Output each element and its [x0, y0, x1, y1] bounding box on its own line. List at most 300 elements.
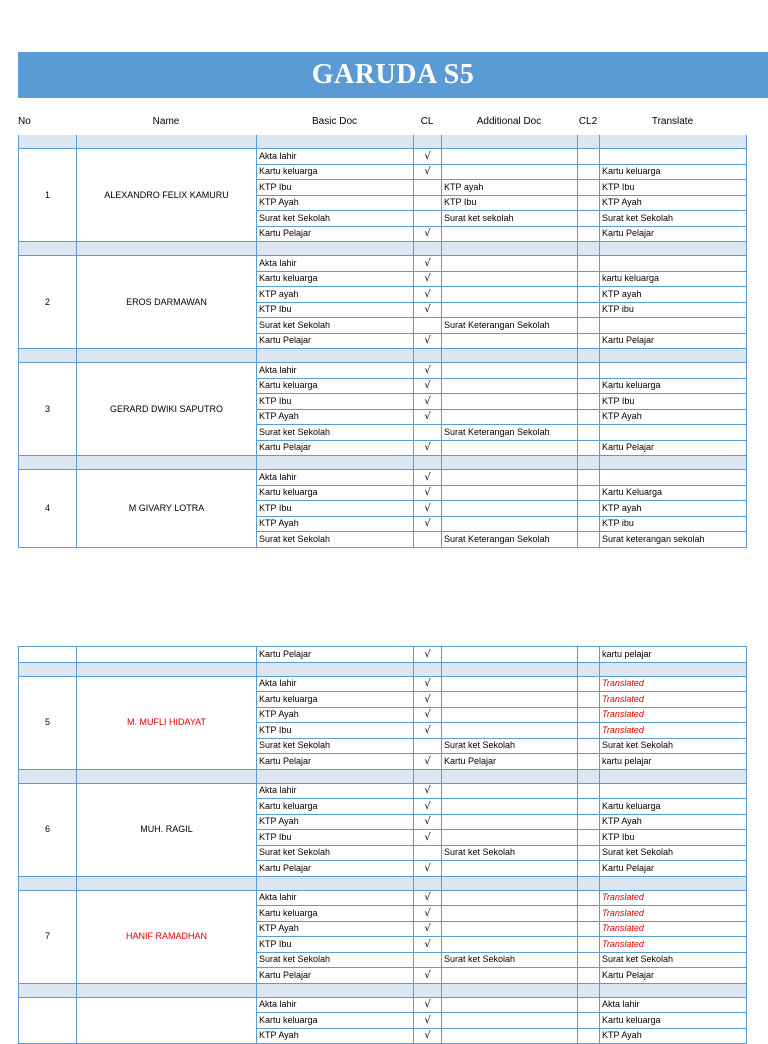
separator-row: [19, 662, 768, 676]
cl2-check-cell: [578, 195, 600, 211]
separator-cell: [578, 242, 600, 256]
translate-cell: Akta lahir: [600, 997, 747, 1013]
number-cell: [19, 647, 77, 663]
separator-cell: [257, 456, 414, 470]
cl-check-cell: √: [414, 485, 442, 501]
cl2-check-cell: [578, 226, 600, 242]
cl-check-cell: √: [414, 647, 442, 663]
separator-cell: [747, 769, 768, 783]
table-row: [19, 256, 768, 272]
separator-cell: [747, 983, 768, 997]
basic-doc-cell: Kartu keluarga: [257, 485, 414, 501]
translate-cell: Surat ket Sekolah: [600, 845, 747, 861]
additional-doc-cell: Surat ket Sekolah: [442, 738, 578, 754]
cl2-check-cell: [578, 501, 600, 517]
separator-cell: [77, 769, 257, 783]
basic-doc-cell: KTP Ibu: [257, 937, 414, 953]
student-number: 6: [19, 783, 77, 876]
cl2-check-cell: [578, 440, 600, 456]
separator-cell: [414, 876, 442, 890]
cl-check-cell: √: [414, 394, 442, 410]
cl-check-cell: √: [414, 440, 442, 456]
spacer-cell: [747, 845, 768, 861]
separator-row: [19, 876, 768, 890]
additional-doc-cell: [442, 363, 578, 379]
separator-cell: [600, 456, 747, 470]
additional-doc-cell: [442, 692, 578, 708]
name-cell: [77, 647, 257, 663]
cl2-check-cell: [578, 968, 600, 984]
additional-doc-cell: [442, 149, 578, 165]
separator-cell: [257, 769, 414, 783]
spacer-cell: [747, 501, 768, 517]
student-number: 1: [19, 149, 77, 242]
basic-doc-cell: KTP Ayah: [257, 516, 414, 532]
header-cl: CL: [413, 116, 441, 127]
additional-doc-cell: [442, 485, 578, 501]
translate-cell: Translated: [600, 937, 747, 953]
spacer-cell: [747, 921, 768, 937]
separator-cell: [414, 135, 442, 149]
translate-cell: KTP Ayah: [600, 814, 747, 830]
translate-cell: [600, 470, 747, 486]
separator-cell: [414, 456, 442, 470]
translate-cell: Kartu Keluarga: [600, 485, 747, 501]
spacer-cell: [747, 378, 768, 394]
document-table-page-2: [18, 646, 768, 1044]
translate-cell: Kartu Pelajar: [600, 440, 747, 456]
cl-check-cell: √: [414, 164, 442, 180]
translate-cell: KTP ayah: [600, 287, 747, 303]
spacer-cell: [747, 906, 768, 922]
spacer-cell: [747, 485, 768, 501]
translate-cell: Kartu Pelajar: [600, 861, 747, 877]
cl-check-cell: √: [414, 302, 442, 318]
translate-cell: KTP ibu: [600, 302, 747, 318]
header-basic-doc: Basic Doc: [256, 116, 413, 127]
student-number: 7: [19, 890, 77, 983]
basic-doc-cell: Surat ket Sekolah: [257, 425, 414, 441]
separator-cell: [442, 242, 578, 256]
cl-check-cell: √: [414, 814, 442, 830]
basic-doc-cell: KTP Ibu: [257, 180, 414, 196]
translate-cell: [600, 256, 747, 272]
additional-doc-cell: KTP Ibu: [442, 195, 578, 211]
cl2-check-cell: [578, 707, 600, 723]
translate-cell: Surat keterangan sekolah: [600, 532, 747, 548]
cl2-check-cell: [578, 799, 600, 815]
translate-cell: Translated: [600, 890, 747, 906]
spacer-cell: [747, 425, 768, 441]
table-row: [19, 647, 768, 663]
table-row: [19, 997, 768, 1013]
cl2-check-cell: [578, 890, 600, 906]
cl-check-cell: √: [414, 271, 442, 287]
additional-doc-cell: [442, 302, 578, 318]
additional-doc-cell: Kartu Pelajar: [442, 754, 578, 770]
cl2-check-cell: [578, 921, 600, 937]
cl2-check-cell: [578, 164, 600, 180]
header-no: No: [18, 116, 31, 127]
basic-doc-cell: Kartu Pelajar: [257, 333, 414, 349]
separator-cell: [747, 662, 768, 676]
cl-check-cell: [414, 845, 442, 861]
cl2-check-cell: [578, 318, 600, 334]
separator-cell: [19, 769, 77, 783]
additional-doc-cell: [442, 164, 578, 180]
additional-doc-cell: [442, 378, 578, 394]
additional-doc-cell: [442, 647, 578, 663]
translate-cell: Surat ket Sekolah: [600, 952, 747, 968]
spacer-cell: [747, 226, 768, 242]
cl-check-cell: √: [414, 692, 442, 708]
cl2-check-cell: [578, 647, 600, 663]
additional-doc-cell: [442, 394, 578, 410]
additional-doc-cell: Surat Keterangan Sekolah: [442, 425, 578, 441]
translate-cell: KTP Ibu: [600, 830, 747, 846]
student-name: M GIVARY LOTRA: [77, 470, 257, 548]
additional-doc-cell: [442, 226, 578, 242]
additional-doc-cell: [442, 783, 578, 799]
separator-cell: [442, 983, 578, 997]
basic-doc-cell: Surat ket Sekolah: [257, 845, 414, 861]
cl-check-cell: √: [414, 754, 442, 770]
separator-row: [19, 242, 768, 256]
header-cl2: CL2: [577, 116, 599, 127]
basic-doc-cell: Kartu keluarga: [257, 271, 414, 287]
separator-cell: [578, 769, 600, 783]
cl-check-cell: √: [414, 997, 442, 1013]
spacer-cell: [747, 256, 768, 272]
spacer-cell: [747, 180, 768, 196]
cl-check-cell: √: [414, 501, 442, 517]
spacer-cell: [747, 952, 768, 968]
additional-doc-cell: [442, 890, 578, 906]
translate-cell: KTP ayah: [600, 501, 747, 517]
basic-doc-cell: Kartu Pelajar: [257, 226, 414, 242]
cl2-check-cell: [578, 1013, 600, 1029]
basic-doc-cell: KTP Ayah: [257, 707, 414, 723]
cl-check-cell: √: [414, 470, 442, 486]
cl2-check-cell: [578, 180, 600, 196]
translate-cell: KTP Ibu: [600, 394, 747, 410]
additional-doc-cell: [442, 906, 578, 922]
separator-cell: [257, 242, 414, 256]
translate-cell: KTP Ayah: [600, 1028, 747, 1044]
cl2-check-cell: [578, 302, 600, 318]
table-row: [19, 890, 768, 906]
basic-doc-cell: Kartu Pelajar: [257, 968, 414, 984]
separator-cell: [600, 135, 747, 149]
translate-cell: Translated: [600, 906, 747, 922]
cl-check-cell: √: [414, 226, 442, 242]
spacer-cell: [747, 440, 768, 456]
cl2-check-cell: [578, 485, 600, 501]
basic-doc-cell: Kartu keluarga: [257, 692, 414, 708]
separator-cell: [19, 662, 77, 676]
basic-doc-cell: Kartu keluarga: [257, 164, 414, 180]
basic-doc-cell: Kartu Pelajar: [257, 754, 414, 770]
student-number: 5: [19, 676, 77, 769]
additional-doc-cell: [442, 799, 578, 815]
additional-doc-cell: Surat Keterangan Sekolah: [442, 532, 578, 548]
separator-cell: [600, 349, 747, 363]
basic-doc-cell: Akta lahir: [257, 997, 414, 1013]
separator-cell: [77, 349, 257, 363]
basic-doc-cell: KTP Ibu: [257, 501, 414, 517]
separator-cell: [77, 135, 257, 149]
cl-check-cell: √: [414, 287, 442, 303]
separator-cell: [578, 983, 600, 997]
separator-cell: [414, 349, 442, 363]
separator-cell: [578, 662, 600, 676]
spacer-cell: [747, 302, 768, 318]
student-number: 2: [19, 256, 77, 349]
student-name: [77, 997, 257, 1044]
basic-doc-cell: Akta lahir: [257, 890, 414, 906]
table-row: [19, 783, 768, 799]
translate-cell: Translated: [600, 692, 747, 708]
student-number: 4: [19, 470, 77, 548]
table-row: [19, 363, 768, 379]
cl-check-cell: [414, 425, 442, 441]
separator-cell: [442, 769, 578, 783]
basic-doc-cell: Kartu Pelajar: [257, 647, 414, 663]
separator-cell: [19, 456, 77, 470]
basic-doc-cell: Akta lahir: [257, 470, 414, 486]
separator-cell: [19, 349, 77, 363]
spacer-cell: [747, 830, 768, 846]
translate-cell: KTP Ayah: [600, 409, 747, 425]
separator-cell: [600, 769, 747, 783]
additional-doc-cell: [442, 921, 578, 937]
translate-cell: Kartu keluarga: [600, 799, 747, 815]
cl2-check-cell: [578, 754, 600, 770]
spacer-cell: [747, 692, 768, 708]
cl-check-cell: [414, 532, 442, 548]
separator-cell: [257, 135, 414, 149]
basic-doc-cell: Kartu keluarga: [257, 1013, 414, 1029]
additional-doc-cell: [442, 501, 578, 517]
separator-cell: [442, 456, 578, 470]
separator-row: [19, 983, 768, 997]
translate-cell: Translated: [600, 921, 747, 937]
spacer-cell: [747, 363, 768, 379]
separator-row: [19, 769, 768, 783]
basic-doc-cell: Kartu keluarga: [257, 799, 414, 815]
student-name: MUH. RAGIL: [77, 783, 257, 876]
additional-doc-cell: [442, 470, 578, 486]
cl2-check-cell: [578, 692, 600, 708]
separator-cell: [747, 349, 768, 363]
student-name: GERARD DWIKI SAPUTRO: [77, 363, 257, 456]
separator-cell: [442, 876, 578, 890]
spacer-cell: [747, 861, 768, 877]
translate-cell: kartu pelajar: [600, 647, 747, 663]
cl-check-cell: [414, 318, 442, 334]
cl2-check-cell: [578, 830, 600, 846]
header-translate: Translate: [599, 116, 746, 127]
cl2-check-cell: [578, 378, 600, 394]
cl2-check-cell: [578, 470, 600, 486]
cl2-check-cell: [578, 783, 600, 799]
cl-check-cell: √: [414, 937, 442, 953]
basic-doc-cell: Akta lahir: [257, 783, 414, 799]
spacer-cell: [747, 287, 768, 303]
basic-doc-cell: KTP Ayah: [257, 814, 414, 830]
separator-cell: [578, 456, 600, 470]
cl-check-cell: √: [414, 830, 442, 846]
translate-cell: [600, 149, 747, 165]
spacer-cell: [747, 968, 768, 984]
cl2-check-cell: [578, 845, 600, 861]
separator-cell: [77, 242, 257, 256]
cl2-check-cell: [578, 333, 600, 349]
additional-doc-cell: [442, 814, 578, 830]
additional-doc-cell: [442, 440, 578, 456]
spacer-cell: [747, 738, 768, 754]
translate-cell: KTP Ayah: [600, 195, 747, 211]
additional-doc-cell: KTP ayah: [442, 180, 578, 196]
separator-cell: [442, 662, 578, 676]
basic-doc-cell: KTP ayah: [257, 287, 414, 303]
additional-doc-cell: [442, 723, 578, 739]
spacer-cell: [747, 516, 768, 532]
spacer-cell: [747, 799, 768, 815]
additional-doc-cell: [442, 287, 578, 303]
cl-check-cell: √: [414, 516, 442, 532]
additional-doc-cell: [442, 830, 578, 846]
cl2-check-cell: [578, 738, 600, 754]
separator-cell: [414, 242, 442, 256]
translate-cell: Kartu keluarga: [600, 164, 747, 180]
separator-cell: [414, 769, 442, 783]
spacer-cell: [747, 333, 768, 349]
translate-cell: [600, 425, 747, 441]
spacer-cell: [747, 783, 768, 799]
basic-doc-cell: Surat ket Sekolah: [257, 952, 414, 968]
cl2-check-cell: [578, 1028, 600, 1044]
basic-doc-cell: Akta lahir: [257, 676, 414, 692]
separator-cell: [19, 135, 77, 149]
cl2-check-cell: [578, 363, 600, 379]
separator-row: [19, 349, 768, 363]
cl-check-cell: [414, 180, 442, 196]
spacer-cell: [747, 1013, 768, 1029]
cl2-check-cell: [578, 861, 600, 877]
additional-doc-cell: Surat ket Sekolah: [442, 845, 578, 861]
basic-doc-cell: Kartu keluarga: [257, 906, 414, 922]
spacer-cell: [747, 647, 768, 663]
cl2-check-cell: [578, 937, 600, 953]
spacer-cell: [747, 997, 768, 1013]
separator-cell: [414, 983, 442, 997]
basic-doc-cell: KTP Ibu: [257, 723, 414, 739]
additional-doc-cell: [442, 676, 578, 692]
translate-cell: Translated: [600, 707, 747, 723]
basic-doc-cell: Surat ket Sekolah: [257, 211, 414, 227]
translate-cell: [600, 783, 747, 799]
cl-check-cell: [414, 738, 442, 754]
translate-cell: KTP ibu: [600, 516, 747, 532]
separator-cell: [747, 876, 768, 890]
separator-cell: [257, 349, 414, 363]
spacer-cell: [747, 814, 768, 830]
spacer-cell: [747, 532, 768, 548]
separator-cell: [257, 662, 414, 676]
cl-check-cell: √: [414, 906, 442, 922]
separator-cell: [77, 456, 257, 470]
cl-check-cell: √: [414, 723, 442, 739]
additional-doc-cell: [442, 256, 578, 272]
separator-cell: [77, 876, 257, 890]
separator-cell: [747, 135, 768, 149]
cl-check-cell: [414, 195, 442, 211]
cl-check-cell: √: [414, 149, 442, 165]
cl2-check-cell: [578, 409, 600, 425]
spacer-cell: [747, 723, 768, 739]
additional-doc-cell: [442, 516, 578, 532]
separator-cell: [77, 662, 257, 676]
additional-doc-cell: [442, 333, 578, 349]
table-row: [19, 676, 768, 692]
separator-row: [19, 135, 768, 149]
cl2-check-cell: [578, 906, 600, 922]
student-name: ALEXANDRO FELIX KAMURU: [77, 149, 257, 242]
spacer-cell: [747, 1028, 768, 1044]
translate-cell: Surat ket Sekolah: [600, 211, 747, 227]
separator-cell: [578, 876, 600, 890]
cl2-check-cell: [578, 149, 600, 165]
cl-check-cell: √: [414, 256, 442, 272]
additional-doc-cell: [442, 1013, 578, 1029]
student-name: EROS DARMAWAN: [77, 256, 257, 349]
separator-cell: [600, 662, 747, 676]
spacer-cell: [747, 470, 768, 486]
cl-check-cell: √: [414, 861, 442, 877]
basic-doc-cell: KTP Ayah: [257, 1028, 414, 1044]
separator-cell: [442, 349, 578, 363]
basic-doc-cell: Surat ket Sekolah: [257, 318, 414, 334]
student-name: M. MUFLI HIDAYAT: [77, 676, 257, 769]
cl-check-cell: √: [414, 890, 442, 906]
translate-cell: Kartu keluarga: [600, 378, 747, 394]
sheet-title: GARUDA S5: [18, 52, 768, 98]
spacer-cell: [747, 164, 768, 180]
basic-doc-cell: Akta lahir: [257, 149, 414, 165]
cl-check-cell: √: [414, 707, 442, 723]
cl2-check-cell: [578, 814, 600, 830]
spacer-cell: [747, 149, 768, 165]
additional-doc-cell: Surat ket sekolah: [442, 211, 578, 227]
cl2-check-cell: [578, 211, 600, 227]
separator-cell: [578, 135, 600, 149]
separator-cell: [257, 983, 414, 997]
additional-doc-cell: [442, 271, 578, 287]
translate-cell: Surat ket Sekolah: [600, 738, 747, 754]
additional-doc-cell: [442, 1028, 578, 1044]
additional-doc-cell: [442, 409, 578, 425]
separator-cell: [600, 242, 747, 256]
student-number: [19, 997, 77, 1044]
cl-check-cell: √: [414, 799, 442, 815]
separator-cell: [600, 983, 747, 997]
cl-check-cell: √: [414, 363, 442, 379]
basic-doc-cell: KTP Ayah: [257, 409, 414, 425]
spacer-cell: [747, 890, 768, 906]
header-additional-doc: Additional Doc: [441, 116, 577, 127]
translate-cell: Kartu Pelajar: [600, 333, 747, 349]
